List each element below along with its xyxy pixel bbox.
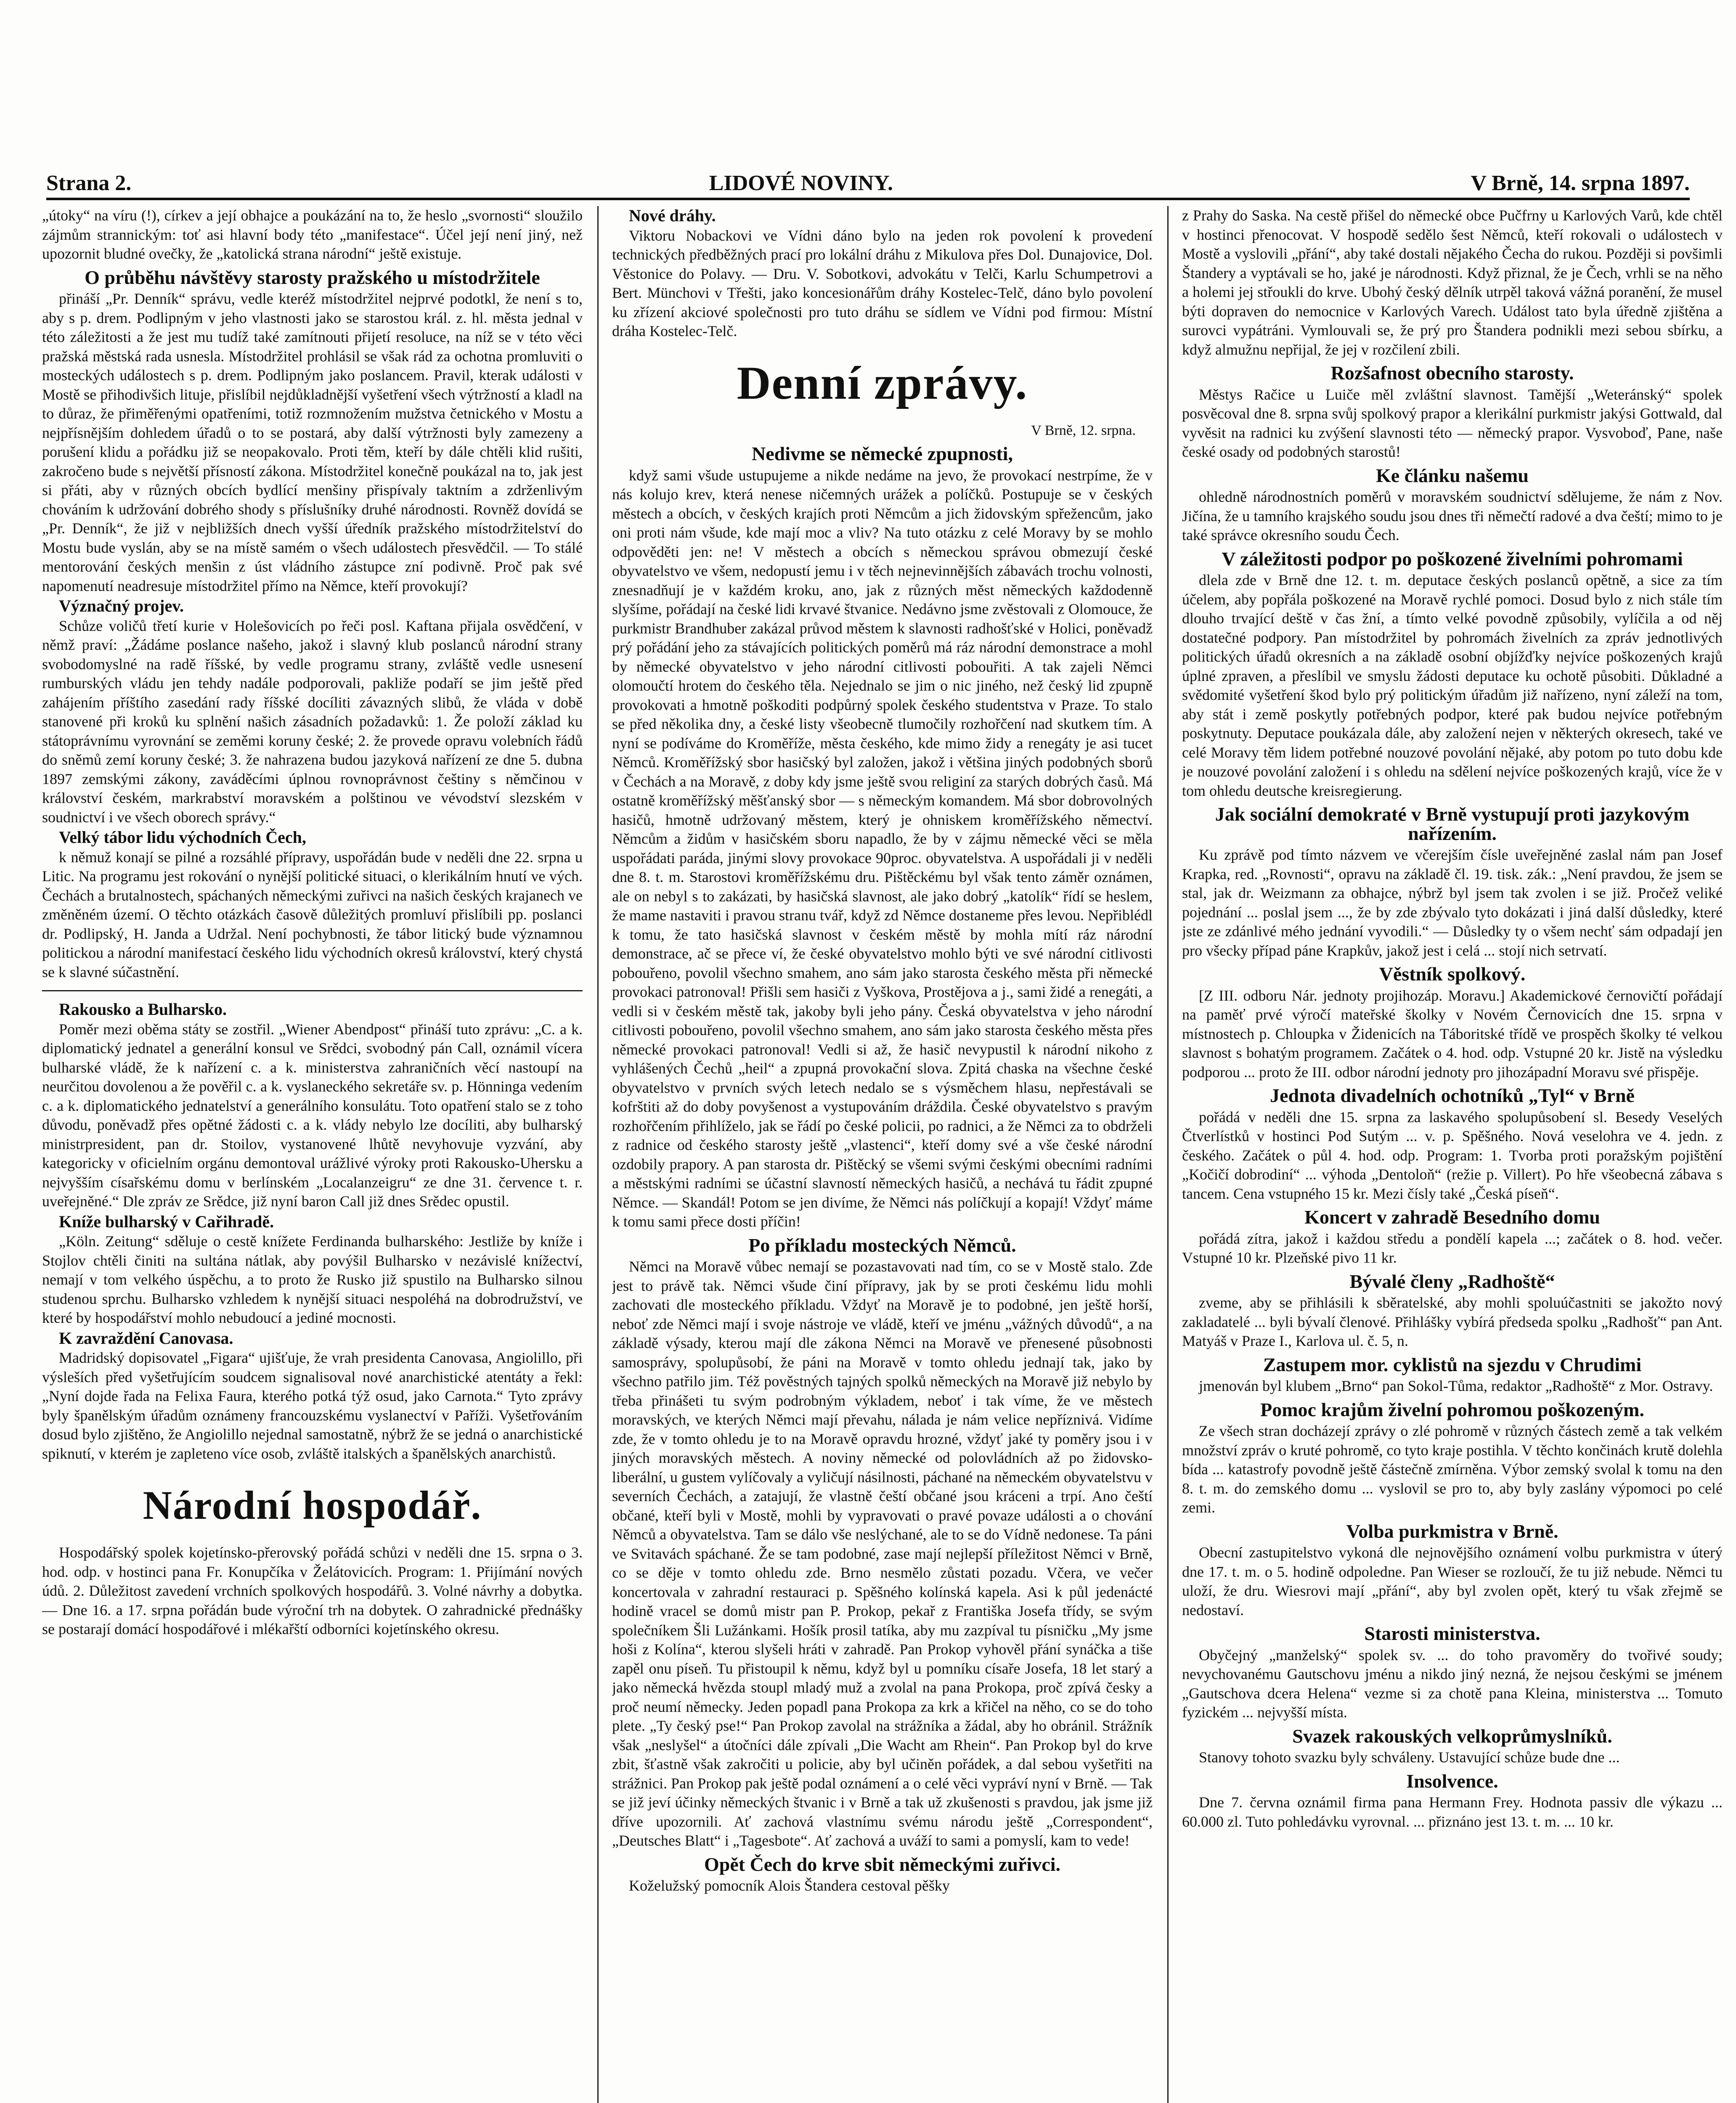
article-headline: Ke článku našemu	[1376, 464, 1529, 486]
column-3	[1182, 206, 1723, 2103]
article-headline: Opět Čech do krve sbit německými zuřivci.	[704, 1853, 1061, 1875]
section-heading: Denní zprávy.	[737, 357, 1028, 409]
article-text: ohledně národnostních poměrů v moravském soudnictví sdělujeme, že nám z Nov. Jičína, že u tamního krajského soudu jsou dnes tři němečtí radové a dva čeští; mimo to je také správce okresního soudu Čech.	[1182, 488, 1723, 543]
article-text: Městys Račice u Luiče měl zvláštní slavnost. Tamější „Weteránský“ spolek posvěcoval dne 8. srpna svůj spolkový prapor a klerikální purkmistr jakýsi Gottwald, dal vyvěsit na radnici ku zvýšení slavnosti této — německý prapor. Vysvoboď, Pane, naše české osady od podobných starostů!	[1182, 386, 1723, 460]
article-headline: Velký tábor lidu východních Čech,	[59, 828, 306, 847]
column-divider	[1167, 206, 1169, 2103]
masthead-title: LIDOVÉ NOVINY.	[709, 171, 893, 195]
article-text: Hospodářský spolek kojetínsko-přerovský pořádá schůzi v neděli dne 15. srpna o 3. hod. odp. v hostinci pana Fr. Konupčíka v Želátovicích. Program: 1. Přijímání nových údů. 2. Důležitost zavedení vrchních spolkových hospodářů. 3. Volné návrhy a dobytka. — Dne 16. a 17. srpna pořádán bude výroční trh na dobytek. O zahradnické přednášky se postarají domácí hospodářové i mlékařští odborníci kojetínského okresu.	[42, 1544, 583, 1637]
article-text: Madridský dopisovatel „Figara“ ujišťuje, že vrah presidenta Canovasa, Angiolillo, při výsleších před vyšetřujícím soudcem signalisoval nové anarchistické atentáty a řekl: „Nyní dojde řada na Felixa Faura, kterého potká týž osud, jako Carnota.“ Tyto zprávy byly španělským úřadům oznámeny francouzskému vyslanectví v Paříži. Vyšetřováním dosud bylo zjištěno, že Angiolillo nejednal samostatně, nýbrž že se jedná o anarchistické spiknutí, v kterém je zapleteno více osob, zvláště italských a španělských anarchistů.	[42, 1349, 583, 1462]
article-headline: Zastupem mor. cyklistů na sjezdu v Chrudimi	[1263, 1353, 1642, 1375]
article-headline: Věstník spolkový.	[1379, 963, 1526, 985]
article-text: Viktoru Nobackovi ve Vídni dáno bylo na jeden rok povolení k provedení technických předběžných prací pro lokální dráhu z Mikulova přes Dol. Dunajovice, Dol. Věstonice do Polavy. — Dru. V. Sobotkovi, advokátu v Telči, Karlu Schumpetrovi a Bert. Münchovi v Třešti, jako koncesionářům dráhy Kostelec-Telč, dáno bylo povolení ku zřízení akciové společnosti pro tuto dráhu se sídlem ve Vídni pod firmou: Místní dráha Kostelec-Telč.	[612, 227, 1153, 339]
article-headline: Rakousko a Bulharsko.	[59, 1000, 227, 1019]
article-headline: Kníže bulharský v Cařihradě.	[59, 1212, 274, 1231]
article-headline: Svazek rakouských velkoprůmyslníků.	[1292, 1725, 1612, 1747]
column-1	[42, 206, 583, 2103]
issue-date: V Brně, 14. srpna 1897.	[1471, 171, 1690, 195]
article-text: Obyčejný „manželský“ spolek sv. ... do toho pravoměry do tvořivé soudy; nevychovanému Gautschovu jménu a nikdo jiný nezná, že nejsou českými se jménem „Gautschova dcera Helena“ vezme si za chotě pana Kleina, ministerstva ... Tomuto fyzickém ... nejvyšší místa.	[1182, 1646, 1723, 1721]
article-text: přináší „Pr. Denník“ správu, vedle kteréž místodržitel nejprvé podotkl, že není s to, aby s p. drem. Podlipným v jeho vlastnosti jako se starostou král. z. hl. města jednal v této záležitosti a že jest mu tudíž také zamítnouti přijetí resoluce, na níž se v této věci pražská městská rada usnesla. Místodržitel prohlásil se však rád za ochotna promluviti o mosteckých událostech s p. drem. Podlipným jako poslancem. Pravil, kterak události v Mostě se přihodivšich lituje, přislíbil nejdůkladnější vyšetření všech výtržností a kladl na to důraz, že přiměřenými opatřeními, totiž rozmnožením mužstva četnického v Mostu a nejpřísnějším dohledem úřadů o to se postará, aby další výtržnosti byly zamezeny a porušení klidu a pořádku již se neopakovalo. Proti těm, kteří by dále chtěli klid rušiti, zakročeno bude s největší přísností zákona. Místodržitel konečně poukázal na to, jak jest si přáti, aby v různých obcích bydlící menšiny přispívaly taktním a zdrženlivým chováním k udržování dobrého shody s příslušníky druhé národnosti. Rovněž dovídá se „Pr. Denník“, že již v nejbližších dnech vyšší úředník pražského místodržitelství do Mostu bude vyslán, aby se na místě samém o všech událostech přesvědčil. — To stálé mentorování českých menšin z úst vládního zástupce zní podivně. Proč pak své napomenutí neadresuje místodržitel přímo na Němce, kteří provokují?	[42, 290, 583, 594]
article-headline: Rozšafnost obecního starosty.	[1330, 362, 1574, 384]
article-text: z Prahy do Saska. Na cestě přišel do německé obce Pučfrny u Karlových Varů, kde chtěl v hostinci přenocovat. V hospodě sedělo šest Němců, kteří rokovali o událostech v Mostě a vyslovili „přání“, aby také dostali nějakého Čecha do rukou. Později si povšimli Štandery a vyptávali se ho, jaké je národnosti. Když přiznal, že je Čech, vrhli se na něho a holemi jej střoukli do krve. Ubohý český dělník utrpěl taková vážná poranění, že musel býti dopraven do nemocnice v Karlových Varech. Událost tato byla úředně zjištěna a surovci vypátráni. Vymlouvali se, že prý pro Štandera podnikli mezi sebou sbírku, a když almužnu nepřijal, že jej v rozčilení zbili.	[1182, 207, 1723, 358]
article-headline: Po příkladu mosteckých Němců.	[748, 1234, 1016, 1256]
article-headline: Volba purkmistra v Brně.	[1346, 1520, 1558, 1542]
article-headline: V záležitosti podpor po poškozené živelními pohromami	[1222, 548, 1683, 569]
article-text: dlela zde v Brně dne 12. t. m. deputace českých poslanců opětně, a sice za tím účelem, aby popřála poškozené na Moravě rychlé pomoci. Dosud bylo z nich stále tím dlouho trvající deště v čas žní, a tímto velké povodně způsobily, vylíčila a od něj dostatečné podpory. Pan místodržitel by pohromách živelních za zpráv jednotlivých politických úřadů okresních a na základě osobní objížďky nejvíce poškozených krajů úplné zpraven, a přeslíbil ve smyslu žádosti deputace ku ochotě působiti. Důkladné a svědomité vyšetření škod bylo prý politickým úřadům již nařízeno, nyní záleží na tom, aby stát i země poskytly potřebných podpor, které pak budou nejvíce potřebným poskytnuty. Deputace poukázala dále, aby založení nejen v některých okresech, také ve celé Moravy těm lidem potřebné nouzové povolání nějaké, aby potom po tuto dobu kde je nouzové povolání založení i s ohledu na sdělení nejvíce poškozených krajů, více že v tom ohledu deutsche kreisregierung.	[1182, 572, 1723, 799]
section-heading: Národní hospodář.	[143, 1483, 482, 1528]
article-text: „útoky“ na víru (!), církev a její obhajce a poukázání na to, že heslo „svornosti“ sloužilo zájmům strannickým: toť asi hlavní body této „manifestace“. Účel její není jiný, než upozornit bludné ovečky, že „katolická strana národní“ ještě existuje.	[42, 207, 583, 262]
article-text: pořádá v neděli dne 15. srpna za laskavého spolupůsobení sl. Besedy Veselých Čtverlístků v hostinci Pod Sutým ... v. p. Spěšného. Nová veselohra ve 4. jedn. z českého. Začátek o půl 4. hod. odp. Program: 1. Tvorba proti poražským pojištění „Kočičí dobrodiní“ ... výhoda „Dentoloň“ (režie p. Villert). Po hře všeobecná zábava s tancem. Cena vstupného 15 kr. Mezi čísly také „Česká píseň“.	[1182, 1108, 1723, 1202]
article-headline: K zavraždění Canovasa.	[59, 1328, 233, 1348]
article-text: Ku zprávě pod tímto názvem ve včerejším čísle uveřejněné zaslal nám pan Josef Krapka, red. „Rovnosti“, opravu na základě čl. 19. tisk. zák.: „Není pravdou, že jsem se stal, jak dr. Weizmann za obhajce, nýbrž byl jsem tak zvolen i se již. Pročež veliké pojednání ... poslal jsem ..., že by zde zbývalo tyto dokázati i jiná další důsledky, které jste ze zdánlivé mého jednání vyvodili.“ — Důsledky ty o všem nechť sám odpadají jen pro všecky případ páne Krapkův, jakož jest i celá ... stojí nich setrvatí.	[1182, 846, 1723, 959]
article-headline: Význačný projev.	[59, 596, 184, 615]
header-rule	[46, 198, 1690, 200]
article-headline: Pomoc krajům živelní pohromou poškozeným.	[1260, 1398, 1644, 1420]
article-text: Němci na Moravě vůbec nemají se pozastavovati nad tím, co se v Mostě stalo. Zde jest to právě tak. Němci všude činí přípravy, jak by se proti českému lidu mohli zachovati dle mosteckého příkladu. Vždyť na Moravě je to podobné, jen ještě horší, neboť zde Němci mají i svoje nástroje ve vládě, kteří ve jménu „vážných důvodů“, a na základě výsady, kterou mají dle zákona Němci na Moravě ve přenesené působnosti samosprávy, spolupůsobí, že páni na Moravě v tomto ohledu jednají tak, jako by všechno patřilo jim. Též pověstných tajných spolků německých na Moravě již nebylo by třeba přinášeti tu svým podrobným výkladem, neboť i tak víme, že ve městech moravských, ve kterých Němci mají převahu, nálada je nám velice nepříznivá. Vidíme zde, že v tomto ohledu je to na Moravě opravdu hrozné, vždyť jaké ty poměry jsou i v jiných moravských městech. A noviny německé od polovládních až po židovsko-liberální, u gustem vylíčovaly a vyličují násilnosti, páchané na německém obyvatelstvu v severních Čechách, a zatajují, že vlastně čeští občané jsou kráceni a trpí. Ano čeští občané, kteří byli v Mostě, mohli by vypravovati o pravé povaze události a o chování Němců a obyvatelstva. Tam se dálo vše neslýchané, ale to se do Vídně nedonese. Ta páni ve Svitavách spáchané. Že se tam podobné, zase mají nejlepší příležitost Němci v Brně, co se děje v tomto ohledu zde. Brno nesmělo zůstati pozadu. Včera, ve večer koncertovala v zahradní restauraci p. Spěšného kolínská kapela. Asi k půl jedenácté hodině vracel se domů mistr pan P. Prokop, pekař z Františka Josefa třídy, se svým společníkem Šli Lužánkami. Hošík prosil tatíka, aby mu zazpíval tu písničku „My jsme hoši z Kolína“, kterou slyšeli hráti v zahradě. Pan Prokop vyhověl přání synáčka a tiše zapěl onu píseň. Tu přistoupil k němu, když byl u pomníku císaře Josefa, 18 let starý a jako německá hvězda stoupl mladý muž a zvolal na pana Prokopa, proč zpívá česky a proč neumí německy. Jeden popadl pana Prokopa za krk a křičel na něho, co se do toho plete. „Ty český pse!“ Pan Prokop zavolal na strážníka a žádal, aby ho obránil. Strážník však „neslyšel“ a útočníci dále zpívali „Die Wacht am Rhein“. Pan Prokop byl do krve zbit, šťastně však zakročiti u policie, aby byl učiněn pořádek, a dal sebou vyšetřiti na strážnici. Pan Prokop pak ještě podal oznámení a o celé věci vypráví nyní v Brně. — Tak se již jeví účinky německých štvanic i v Brně a tak už zkušenosti s pravdou, jak jsme již dříve upozornili. Ať zachová vlastnímu svému národu ještě „Correspondent“, „Deutsches Blatt“ i „Tagesbote“. Ať zachová a uváží to sami a pomyslí, kam to vede!	[612, 1258, 1153, 1849]
article-text: Dne 7. června oznámil firma pana Hermann Frey. Hodnota passiv dle výkazu ... 60.000 zl. Tuto pohledávku vyrovnal. ... přiznáno jest 13. t. m. ... 10 kr.	[1182, 1794, 1723, 1830]
article-text: když sami všude ustupujeme a nikde nedáme na jevo, že provokací nestrpíme, že v nás kolujo krev, která nenese ničemných urážek a políčků. Postupuje se v českých městech a obcích, v českých krajích proti Němcům a jich židovským spřežencům, jako oni proti nám všude, kde mají moc a vliv? Na tuto otázku z celé Moravy by se mohlo odpověděti jen: ne! V městech a obcích s německou správou obmezují české obyvatelstvo ve všem, nedopustí jemu i v těch nejnevinnějších zábavách trochu volnosti, znesnadňují je v každém kroku, ano, jak z různých měst německých každodenně slyšíme, pořádají na české lidi krvavé štvanice. Nedávno jsme zvěstovali z Olomouce, že purkmistr Brandhuber zakázal průvod městem k slavnosti radhošťské v Holici, poněvadž prý pořádání jeho za stávajících politických poměrů má ráz národní demonstrace a mohl by německé obyvatelstvo v jeho národní citlivosti pobouřiti. A tak zajeli Němci olomoučtí hrotem do českého těla. Nejednalo se jim o nic jiného, než český lid zpupně provokovati a hmotně poškoditi podpůrný spolek českého studentstva v Praze. To stalo se před několika dny, a české listy všeobecně tlumočily rozhořčení nad skutkem tím. A nyní se podíváme do Kroměříže, města českého, kde mimo židy a renegáty je asi tucet Němců. Kroměřížský sbor hasičský byl založen, jakož i většina jiných podobných sborů v Čechách a na Moravě, z doby kdy jsme ještě svou religiní za starých dobrých časů. Má ostatně kroměřížský měšťanský sbor — s německým komandem. Má sbor dobrovolných hasičů, hmotně udržovaný městem, který je ohniskem kroměřížského němectví. Němcům a židům v hasičském sboru napadlo, že by v zájmu německé věci se měla uspořádati paráda, jinými slovy provokace 90proc. obyvatelstva. A uspořádali ji v neděli dne 8. t. m. Starostovi kroměřížskému dru. Pištěckému byl však tento záměr oznámen, ale on nebyl s to zakázati, by hasičská slavnost, ale jako dobrý „katolík“ řídí se heslem, že mame nastaviti i pravou stranu tvář, když zd Němce dostaneme přes levou. Nepřiblédl k tomu, že tato hasičská slavnost v českém městě by mohla mítí ráz národní demonstrace, ač se přece ví, že české obyvatelstvo mohlo býti ve své národní citlivosti pobouřeno, povolil všechno smahem, ano sám jako starosta českého města při německé provokaci patronoval! Přišli sem hasiči z Vyškova, Prostějova a j., sami židé a renegáti, a vedli si v českém městě tak, jakoby byli jeho pány. Česká obyvatelstva v jeho národní citlivosti pobouřeno, povolil všechno smahem, ano sám jako starosta českého města přes německé provokaci patronoval! Vedli si až, že hasič nevypustil k národní nikoho z vyhlášených Čechů „heil“ a zpupná provokační slova. Zpitá chaska na všechne české obyvatelstvo v prvních svých letech nedalo se s výsměchem hlasu, nepřestávali se kofrštiti až do doby povyšenost a vystupováním dráždila. České obyvatelstvo s pravým rozhořčením přihlíželo, jak se řádí po české policii, po radnici, a že Němci za to obdrželi z radnice od českého starosty ještě „vlastenci“, kteří domy své a vše české národní ozdobily prapory. A pan starosta dr. Pištěcký se všemi svými českými obecními radními a městskými radními se účastní slavností německých hasičů, a nechává tu řádit zpupné Němce. — Skandál! Potom se jen divíme, že Němci nás políčkují a kopají! Vždyť máme k tomu sami přece dosti příčin!	[612, 466, 1153, 1230]
article-text: zveme, aby se přihlásili k sběratelské, aby mohli spoluúčastniti se jakožto nový zakladatelé ... byli bývalí členové. Přihlášky vybírá předseda spolku „Radhošť“ pan Ant. Matyáš v Praze I., Karlova ul. č. 5, n.	[1182, 1294, 1723, 1349]
article-text: Schůze voličů třetí kurie v Holešovicích po řeči posl. Kaftana přijala osvědčení, v němž praví: „Žádáme poslance našeho, jakož i slavný klub poslanců národní strany svobodomyslné na radě říšské, by vedle programu strany, zvláště vedle usnesení rumburských vládu jen tehdy nadále podporovali, pakliže podaří se jim ještě před zahájením příštího zasedání rady říšské docíliti závazných slibů, že vláda v době stanovené při kroků ku splnění našich zásadních požadavků: 1. Že položí základ ku státoprávnímu vyrovnání se zeměmi koruny české; 2. že provede opravu volebních řádů do sněmů zemí koruny české; 3. že nahrazena budou jazyková nařízení ze dne 5. dubna 1897 zemskými zákony, zaváděcími úplnou rovnoprávnost češtiny s němčinou v království českém, markrabství moravském a polštinou ve vévodství slezském v soudnictví i ve všech oborech správy.“	[42, 617, 583, 826]
article-text: jmenován byl klubem „Brno“ pan Sokol-Tůma, redaktor „Radhoště“ z Mor. Ostravy.	[1199, 1377, 1713, 1394]
article-text: Ze všech stran docházejí zprávy o zlé pohromě v různých částech země a tak velkém množství zpráv o kruté pohromě, co tyto kraje postihla. V těchto končinách krutě dolehla bída ... katastrofy povodně ještě částečně zmírněna. Výbor zemský svolal k tomu na den 8. t. m. do zemského domu ... vyslovil se pro to, aby byly zaslány výpomoci po celé zemi.	[1182, 1422, 1723, 1516]
article-text: Poměr mezi oběma státy se zostřil. „Wiener Abendpost“ přináší tuto zprávu: „C. a k. diplomatický jednatel a generální konsul ve Srědci, svobodný pán Call, oznámil vícera bulharské vládě, že k nařízení c. a k. ministerstva zahraničních věcí nastoupí na neurčitou dovolenou a že pověřil c. a k. vyslaneckého sekretáře sv. p. Hönninga vedením c. a k. diplomatického jednatelství a generálního konsulátu. Toto opatření stalo se z toho důvodu, poněvadž přes opětné žádosti c. a k. vlády nebylo lze docíliti, aby bulharský ministrpresident, pan dr. Stoilov, vystanovené lhůtě nevyhovuje vyzvání, aby kategoricky v oficielním orgánu demontoval urážlivé výroky proti Rakousko-Uhersku a nejvyšším císařskému domu v berlínském „Localanzeigru“ ze dne 31. července t. r. uveřejněné.“ Dle zpráv ze Srědce, již nyní baron Call již dnes Srědec opustil.	[42, 1020, 583, 1210]
article-headline: Starosti ministerstva.	[1364, 1623, 1540, 1644]
article-headline: Koncert v zahradě Besedního domu	[1304, 1206, 1600, 1228]
article-headline: Nedivme se německé zpupnosti,	[752, 443, 1013, 464]
article-text: k němuž konají se pilné a rozsáhlé přípravy, uspořádán bude v neděli dne 22. srpna u Litic. Na programu jest rokování o nynější politické situaci, o klerikálním hnutí ve vých. Čechách a brutalnostech, spáchaných německými zuřivci na našich českých krajanech ve změněném území. O těchto otázkách časově důležitých promluví přislíbili pp. poslanci dr. Podlipský, H. Janda a Udržal. Není pochybnosti, že tábor litický bude významnou politickou a národní manifestací českého lidu východních okresů království, který chystá se k slavné súčastnění.	[42, 848, 583, 980]
article-headline: Jak sociální demokraté v Brně vystupují proti jazykovým nařízením.	[1215, 803, 1690, 844]
article-text: Koželužský pomocník Alois Štandera cestoval pěšky	[629, 1877, 950, 1894]
article-text: pořádá zítra, jakož i každou středu a pondělí kapela ...; začátek o 8. hod. večer. Vstupné 10 kr. Plzeňské pivo 11 kr.	[1182, 1230, 1723, 1266]
column-2	[612, 206, 1153, 2103]
article-text: [Z III. odboru Nár. jednoty projihozáp. Moravu.] Akademickové černovičtí pořádají na paměť prvé výročí mateřské školky v Novém Černovicích dne 15. srpna v místnostech p. Chloupka v Židenicích na Táboritské třídě ve prospěch školky té velkou slavnost s bohatým programem. Začátek o 4. hod. odp. Vstupné 20 kr. Jistě na výsledku podporou ... proto že III. odbor národní jednoty pro jihozápadní Moravu své přispěje.	[1182, 987, 1723, 1081]
page-number: Strana 2.	[46, 171, 132, 195]
page-header	[46, 166, 1690, 196]
article-divider	[42, 990, 583, 991]
article-text: „Köln. Zeitung“ sděluje o cestě knížete Ferdinanda bulharského: Jestliže by kníže i Stojlov chtěli činiti na sultána nátlak, aby povýšil Bulharsko v nezávislé knížectví, nemají v tom velkého úspěchu, a to proto že Rusko již spustilo na Bulharsko silnou studenou sprchu. Bulharsko vzhledem k nynější situaci nespoléhá na dobrodružství, ve které by hospodářství mohlo nebudoucí a jediné mocnosti.	[42, 1233, 583, 1326]
article-headline: Bývalé členy „Radhoště“	[1349, 1270, 1555, 1292]
article-headline: Insolvence.	[1406, 1770, 1498, 1792]
article-headline: Nové dráhy.	[629, 206, 716, 225]
article-text: Obecní zastupitelstvo vykoná dle nejnovějšího oznámení volbu purkmistra v úterý dne 17. t. m. o 5. hodině odpoledne. Pan Wieser se rozloučí, že tu již nebude. Němci tu uloží, že dru. Wiesrovi mají „přání“, aby byl zvolen opět, který tu však zřejmě se nedostaví.	[1182, 1544, 1723, 1618]
article-headline: O průběhu návštěvy starosty pražského u místodržitele	[85, 266, 540, 288]
column-divider	[597, 206, 599, 2103]
dateline: V Brně, 12. srpna.	[1031, 422, 1136, 438]
article-text: Stanovy tohoto svazku byly schváleny. Ustavující schůze bude dne ...	[1199, 1749, 1620, 1766]
article-headline: Jednota divadelních ochotníků „Tyl“ v Brně	[1270, 1085, 1635, 1106]
